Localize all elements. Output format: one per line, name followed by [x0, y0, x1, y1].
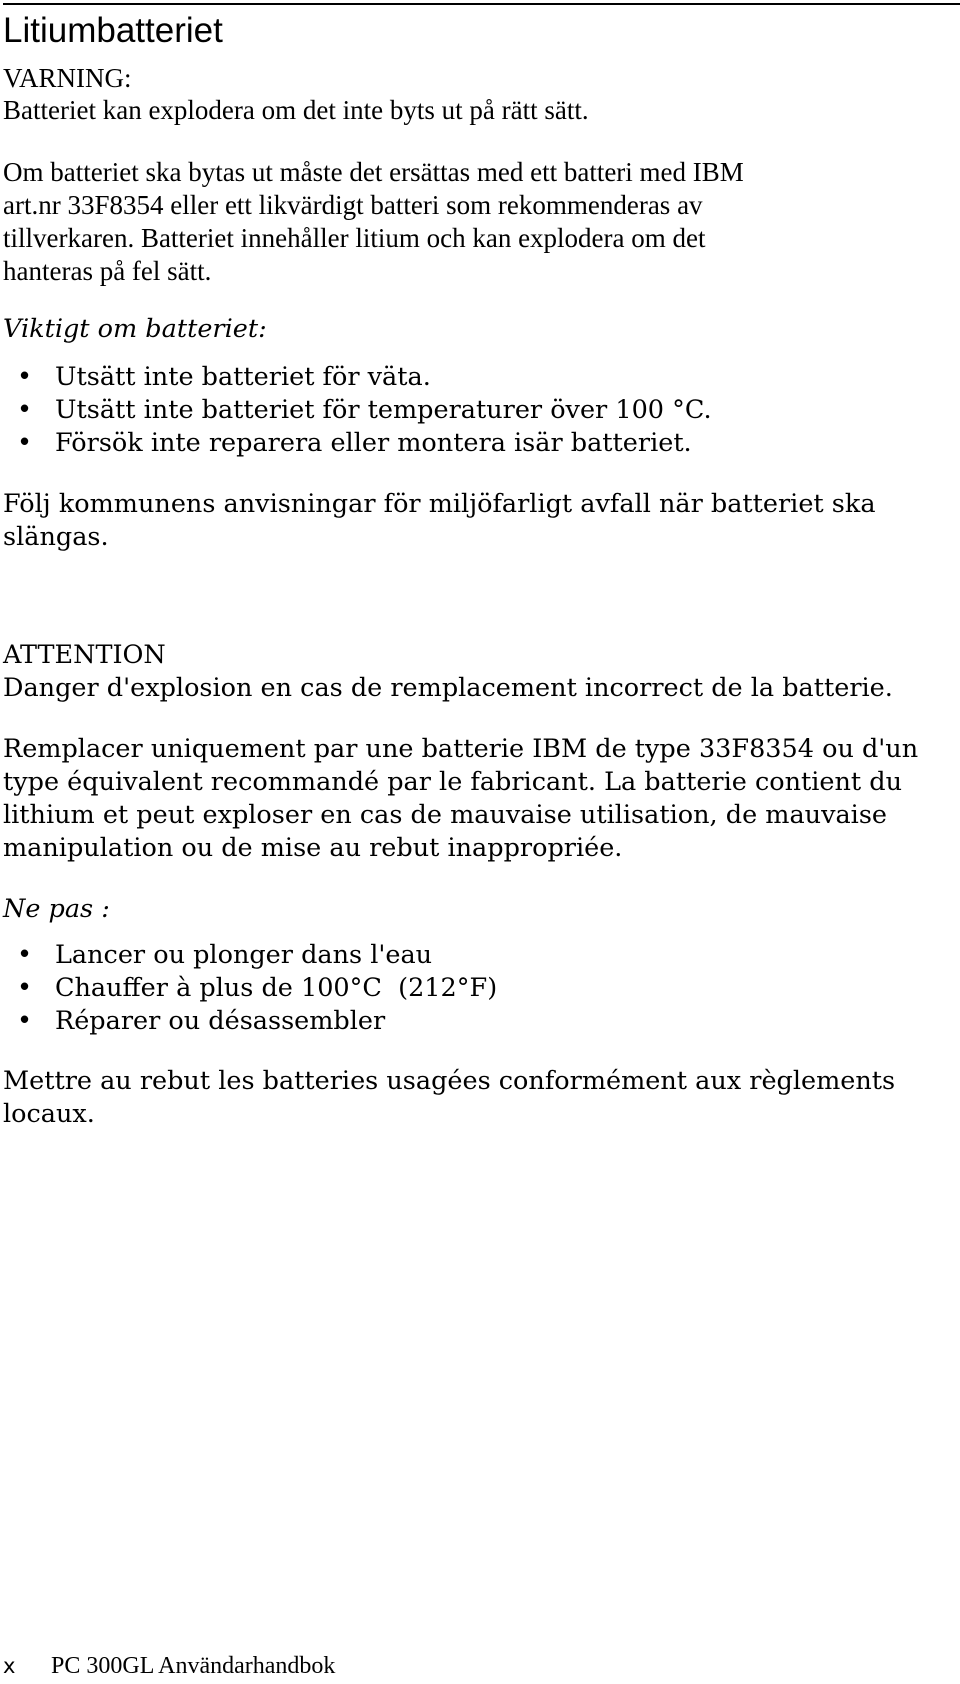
french-bullet-list	[3, 939, 497, 1038]
page-footer	[3, 1652, 335, 1680]
paragraph-line: tillverkaren. Batteriet innehåller litium och kan explodera om det	[3, 223, 706, 253]
list-item: • Utsätt inte batteriet för väta.	[17, 362, 431, 392]
swedish-disposal-text	[3, 488, 876, 554]
paragraph-line: type équivalent recommandé par le fabricant. La batterie contient du	[3, 767, 903, 797]
paragraph-line: slängas.	[3, 522, 109, 552]
paragraph-line: Mettre au rebut les batteries usagées conformément aux règlements	[3, 1066, 896, 1096]
warning-heading: VARNING:	[3, 63, 132, 93]
swedish-bullet-list	[3, 361, 712, 460]
footer-title: PC 300GL Användarhandbok	[51, 1653, 336, 1679]
paragraph-line: lithium et peut exploser en cas de mauvaise utilisation, de mauvaise	[3, 800, 888, 830]
list-item: • Chauffer à plus de 100°C (212°F)	[17, 973, 498, 1003]
attention-heading: ATTENTION	[3, 640, 166, 670]
french-paragraph	[3, 733, 918, 865]
important-heading: Viktigt om batteriet:	[3, 314, 267, 344]
header-rule	[3, 3, 960, 5]
page-number: x	[3, 1654, 16, 1678]
ne-pas-heading: Ne pas :	[3, 894, 110, 924]
danger-text: Danger d'explosion en cas de remplacement incorrect de la batterie.	[3, 673, 893, 703]
paragraph-line: Om batteriet ska bytas ut måste det ersättas med ett batteri med IBM	[3, 157, 744, 187]
paragraph-line: manipulation ou de mise au rebut inappropriée.	[3, 833, 623, 863]
list-item: • Utsätt inte batteriet för temperaturer över 100 °C.	[17, 395, 712, 425]
bullet-icon: •	[17, 973, 33, 1003]
page-title: Litiumbatteriet	[3, 11, 223, 50]
bullet-icon: •	[17, 362, 33, 392]
bullet-icon: •	[17, 428, 33, 458]
list-item: • Försök inte reparera eller montera isär batteriet.	[17, 428, 692, 458]
list-item: • Lancer ou plonger dans l'eau	[17, 940, 433, 970]
bullet-icon: •	[17, 1006, 33, 1036]
warning-text: Batteriet kan explodera om det inte byts ut på rätt sätt.	[3, 95, 589, 125]
paragraph-line: Följ kommunens anvisningar för miljöfarligt avfall när batteriet ska	[3, 489, 876, 519]
paragraph-line: hanteras på fel sätt.	[3, 256, 212, 286]
paragraph-line: locaux.	[3, 1099, 95, 1129]
bullet-icon: •	[17, 395, 33, 425]
list-item: • Réparer ou désassembler	[17, 1006, 386, 1036]
french-disposal-text	[3, 1065, 895, 1131]
bullet-icon: •	[17, 940, 33, 970]
paragraph-line: Remplacer uniquement par une batterie IBM de type 33F8354 ou d'un	[3, 734, 919, 764]
paragraph-line: art.nr 33F8354 eller ett likvärdigt batteri som rekommenderas av	[3, 190, 703, 220]
swedish-paragraph	[3, 156, 744, 288]
